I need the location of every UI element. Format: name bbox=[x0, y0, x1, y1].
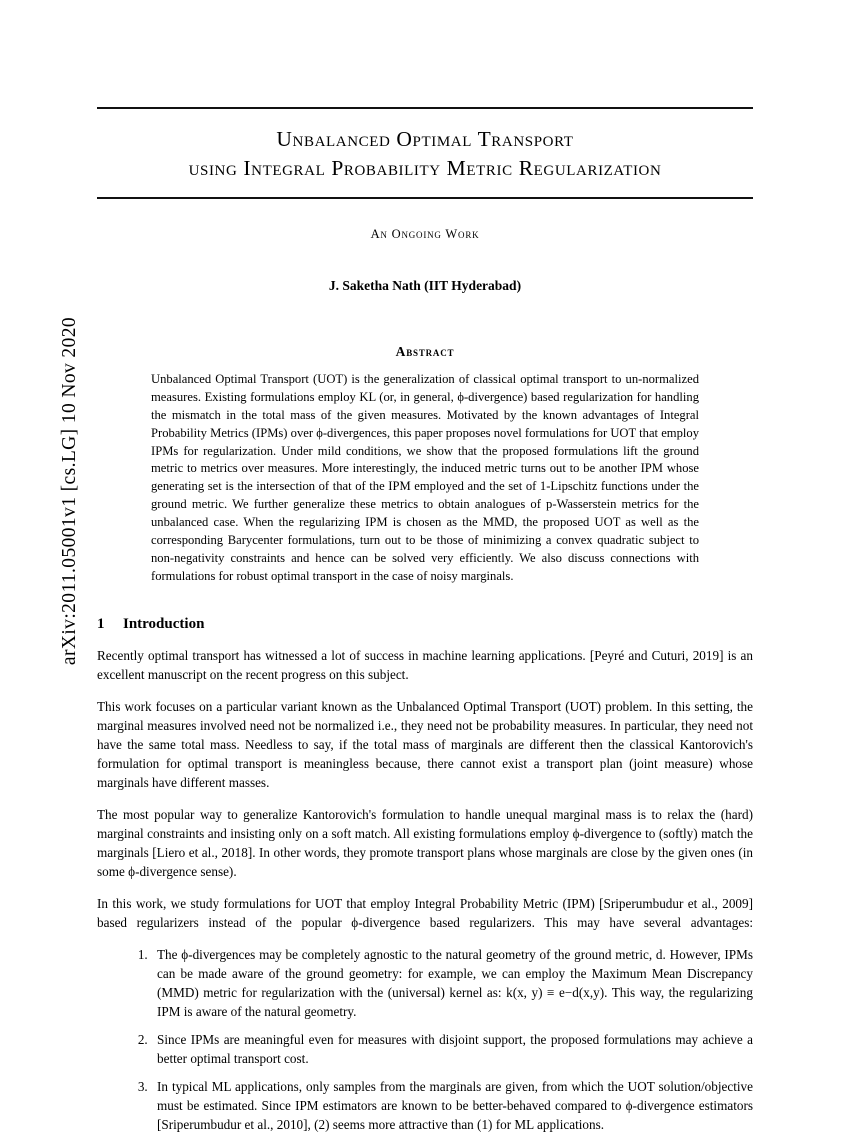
author-line: J. Saketha Nath (IIT Hyderabad) bbox=[328, 278, 522, 294]
section-heading-introduction bbox=[97, 616, 753, 633]
paragraph: Recently optimal transport has witnessed a lot of success in machine learning applications. [Peyré and Cuturi, 2019] is an excellent manuscript on the recent progress on this subject. bbox=[97, 647, 753, 682]
section-number: 1 bbox=[97, 615, 105, 632]
enumerated-list bbox=[97, 945, 753, 1134]
list-item: 1. The ϕ-divergences may be completely agnostic to the natural geometry of the ground metric, d. However, IPMs can be made aware of the ground geometry: for example, we can employ the Maximum Mean Discrepancy (MMD) metric for regularization with the (universal) kernel as: k(x, y) ≡ e−d(x,y). This way, the regularizing IPM is aware of the natural geometry. bbox=[151, 945, 753, 1021]
arxiv-stamp: arXiv:2011.05001v1 [cs.LG] 10 Nov 2020 bbox=[59, 316, 80, 666]
paper-page bbox=[97, 0, 753, 1132]
list-item: 3. In typical ML applications, only samples from the marginals are given, from which the UOT solution/objective must be estimated. Since IPM estimators are known to be better-behaved compared to ϕ-divergence estimators [Sriperumbudur et al., 2010], (2) seems more attractive than (1) for ML applications. bbox=[151, 1077, 753, 1134]
list-item: 2. Since IPMs are meaningful even for measures with disjoint support, the proposed formulations may achieve a better optimal transport cost. bbox=[151, 1030, 753, 1068]
section-title: Introduction bbox=[123, 615, 205, 632]
title-line-1: Unbalanced Optimal Transport bbox=[276, 127, 574, 151]
paragraph: In this work, we study formulations for UOT that employ Integral Probability Metric (IPM) [Sriperumbudur et al., 2009] based regularizers instead of the popular ϕ-divergence based regularizers. This may have several advantages: bbox=[97, 895, 753, 930]
abstract-text: Unbalanced Optimal Transport (UOT) is the generalization of classical optimal transport to un-normalized measures. Existing formulations employ KL (or, in general, ϕ-divergence) based regularization for handling the mismatch in the total mass of the given measures. Motivated by the known advantages of Integral Probability Metrics (IPMs) over ϕ-divergences, this paper proposes novel formulations for UOT that employ IPMs for regularization. Under mild conditions, we show that the proposed formulations lift the ground metric to metrics over measures. More interestingly, the induced metric turns out to be another IPM whose generating set is the intersection of that of the IPM employed and the set of 1-Lipschitz functions under the ground metric. We further generalize these metrics to obtain analogues of p-Wasserstein metrics for the unbalanced case. When the regularizing IPM is chosen as the MMD, the proposed UOT as well as the corresponding Barycenter formulations, turn out to be those of minimizing a convex quadratic subject to non-negativity constraints and hence can be solved very efficiently. We also discuss connections with formulations for robust optimal transport in the case of noisy marginals. bbox=[151, 372, 699, 583]
abstract-heading: Abstract bbox=[395, 344, 455, 360]
paragraph: The most popular way to generalize Kantorovich's formulation to handle unequal marginal mass is to relax the (hard) marginal constraints and insisting only on a soft match. All existing formulations employ ϕ-divergence to (softly) match the marginals [Liero et al., 2018]. In other words, they promote transport plans whose marginals are close by the given ones (in some ϕ-divergence sense). bbox=[97, 806, 753, 879]
title-line-2: using Integral Probability Metric Regularization bbox=[188, 156, 662, 181]
paper-subtitle: An Ongoing Work bbox=[370, 227, 480, 242]
title-rule-bottom bbox=[97, 197, 753, 199]
title-rule-top bbox=[97, 107, 753, 109]
paragraph: This work focuses on a particular variant known as the Unbalanced Optimal Transport (UOT) problem. In this setting, the marginal measures involved need not be normalized i.e., they need not be probability measures. In particular, they need not have the same total mass. Needless to say, if the total mass of marginals are different then the classical Kantorovich's formulation for optimal transport is meaningless because, there cannot exist a transport plan (joint measure) whose marginals have different masses. bbox=[97, 698, 753, 790]
page-title bbox=[97, 125, 753, 183]
